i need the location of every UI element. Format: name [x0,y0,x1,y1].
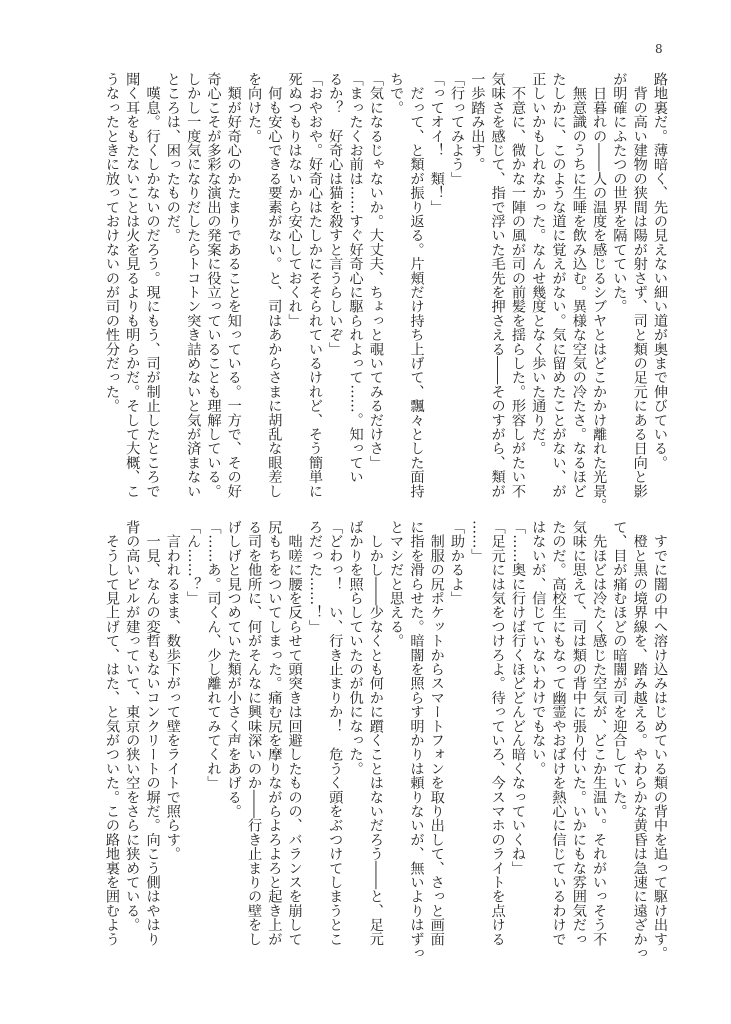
text-column: 日暮れの――人の温度を感じるシブヤとはどこかかけ離れた光景。 [591,72,608,513]
text-column: 「助かるよ」 [449,520,466,606]
text-column: に指を滑らせた。暗闇を照らす明かりは頼りないが、無いよりはずっ [408,520,425,961]
text-column: 「まったくお前は……すぐ好奇心に駆られよって……。知ってい [347,72,364,484]
text-column: 「ってオイ！ 類！」 [428,72,445,214]
text-column: うなったときに放っておけないのが司の性分だった。 [103,72,120,413]
text-column: 言われるまま、数歩下がって壁をライトで照らす。 [164,520,181,861]
text-column: る司を他所に、何がそんなに興味深いのか――行き止まりの壁をし [246,520,263,946]
text-column: 奇心こそが多彩な演出の発案に役立っていることも理解している。 [205,72,222,498]
text-column: 「……あ。司くん、少し離れてみてくれ」 [205,520,222,790]
text-column: しかし――少なくとも何かに躓くことはないだろう――と、足元 [367,520,384,946]
text-column: 制服の尻ポケットからスマートフォンを取り出して、さっと画面 [428,520,445,946]
text-column: が明確にふたつの世界を隔てていた。 [611,72,628,314]
text-column: 「気になるじゃないか。大丈夫、ちょっと覗いてみるだけさ」 [367,72,384,470]
text-column: そうして見上げて、はた、と気がついた。この路地裏を囲むよう [103,520,120,946]
text-column: を向けた。 [246,72,263,143]
text-column: ところは、困ったものだ。 [164,72,181,243]
text-column: るか？ 好奇心は猫を殺すと言うらしいぞ」 [327,72,344,356]
text-column: 類が好奇心のかたまりであることを知っている。一方で、その好 [225,72,242,498]
text-column: 嘆息。行くしかないのだろう。現にもう、司が制止したところで [144,72,161,498]
text-column: 尻もちをついてしまった。痛む尻を摩りながらよろよろと起き上が [266,520,283,946]
text-column: たしかに、このような道に覚えがない。気に留めたことがない、が [550,72,567,498]
text-column: 一歩踏み出す。 [469,72,486,172]
page-number: 8 [655,42,663,56]
text-column: 何も安心できる要素がない。と、司はあからさまに胡乱な眼差し [266,72,283,498]
text-column: 「足元には気をつけろよ。待っていろ、今スマホのライトを点ける [489,520,506,946]
text-column: 「行ってみよう」 [449,72,466,186]
text-column: ろだった……！」 [306,520,323,634]
text-column: 不意に、微かな一陣の風が司の前髪を揺らした。形容しがたい不 [509,72,526,498]
text-column: 路地裏だ。薄暗く、先の見えない細い道が奥まで伸びている。 [652,72,668,470]
text-column: ちで。 [388,72,405,115]
text-column: しかし一度気になりだしたらトコトン突き詰めないと気が済まない [185,72,202,498]
text-column: だって、と類が振り返る。片頬だけ持ち上げて、飄々とした面持 [408,72,425,498]
text-column: 咄嗟に腰を反らせて頭突きは回避したものの、バランスを崩して [286,520,303,946]
text-column: とマシだと思える。 [388,520,405,648]
text-column: 橙と黒の境界線を、踏み越える。やわらかな黄昏は急速に遠ざかっ [631,520,648,961]
text-column: はないが、信じていないわけでもない。 [530,520,547,776]
text-column: 気味に思えて、司は類の背中に張り付いた。いかにもな雰囲気だっ [570,520,587,946]
text-column: 正しいかもしれなかった。なんせ幾度となく歩いた通りだ。 [530,72,547,456]
text-column: 「ん……？」 [185,520,202,606]
text-column: 死ぬつもりはないから安心しておくれ」 [286,72,303,328]
text-column: 一見、なんの変哲もないコンクリートの塀だ。向こう側はやはり [144,520,161,946]
text-column: すでに闇の中へ溶け込みはじめている類の背中を追って駆け出す。 [652,520,668,961]
text-column: げしげと見つめていた類が小さく声をあげる。 [225,520,242,819]
text-column: 気味さを感じて、指で浮いた毛先を押さえる――そのすがら、類が [489,72,506,498]
text-column: ばかりを照らしていたのが仇になった。 [347,520,364,776]
text-column: たのだ。高校生にもなって幽霊やおばけを熱心に信じているわけで [550,520,567,946]
text-column: 背の高い建物の狭間は陽が射さず、司と類の足元にある日向と影 [631,72,648,498]
text-column: 「おやおや。好奇心はたしかにそそられているけれど、そう簡単に [306,72,323,498]
text-column: て、目が痛むほどの暗闇が司を迎合していた。 [611,520,628,819]
text-column: 聞く耳をもたないことは火を見るよりも明らかだ。そして大概、こ [124,72,141,498]
text-block-bottom [100,520,670,961]
text-column: 「どわっ！ い、行き止まりか！ 危うく頭をぶつけてしまうとこ [327,520,344,946]
text-column: 先ほどは冷たく感じた空気が、どこか生温い。それがいっそう不 [591,520,608,946]
text-column: 背の高いビルが建っていて、東京の狭い空をさらに狭めている。 [124,520,141,932]
text-column: ……」 [469,520,486,563]
text-column: 「……奥に行けば行くほどどんどん暗くなっていくね」 [509,520,526,875]
text-block-top [100,72,670,513]
text-column: 無意識のうちに生唾を飲み込む。異様な空気の冷たさ。なるほど [570,72,587,498]
